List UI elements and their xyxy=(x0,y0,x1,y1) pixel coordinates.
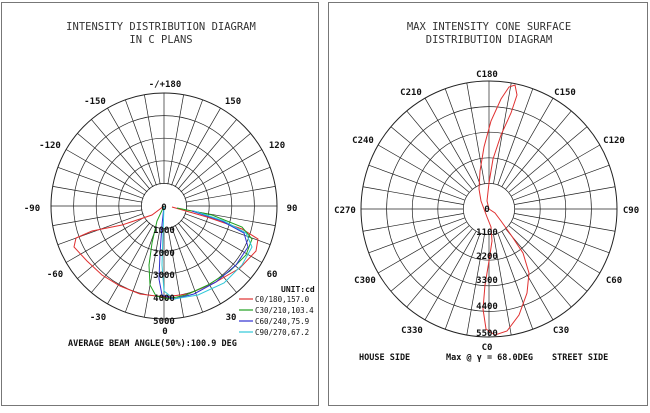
legend-item-c0: C0/180,157.0 xyxy=(255,295,310,304)
left-grid-spoke xyxy=(91,119,149,189)
legend-item-c60: C60/240,75.9 xyxy=(255,317,310,326)
left-grid-spoke xyxy=(144,95,160,185)
radial-label-2000: 2000 xyxy=(153,249,175,259)
right-grid-spoke xyxy=(369,218,465,253)
right-grid-spoke xyxy=(363,187,463,205)
angle-label-m90: -90 xyxy=(23,204,41,214)
left-grid-spoke xyxy=(175,108,221,187)
right-title-line1: MAX INTENSITY CONE SURFACE xyxy=(406,21,572,33)
left-title-line1: INTENSITY DISTRIBUTION DIAGRAM xyxy=(66,21,256,33)
right-grid-spoke xyxy=(515,214,615,232)
left-grid-spoke xyxy=(181,220,251,278)
left-grid-spoke xyxy=(172,227,203,313)
right-grid-spoke xyxy=(498,233,533,329)
left-grid-spoke xyxy=(183,217,262,263)
radial-label-3000: 3000 xyxy=(153,271,175,281)
left-grid-spoke xyxy=(108,225,154,304)
left-grid-spoke xyxy=(53,186,143,202)
angle-label-p60: 60 xyxy=(266,270,278,280)
left-grid-spoke xyxy=(125,227,156,313)
angle-label-0: 0 xyxy=(162,327,168,337)
center-label: 0 xyxy=(161,203,167,213)
legend-item-c30: C30/210,103.4 xyxy=(255,306,314,315)
left-grid-spoke xyxy=(181,133,251,191)
intensity-distribution-diagram xyxy=(2,3,320,407)
cone-surface-panel xyxy=(328,2,648,406)
right-grid-spoke xyxy=(498,89,533,185)
intensity-distribution-panel xyxy=(1,2,319,406)
left-grid-spoke xyxy=(185,167,271,198)
left-grid-spoke xyxy=(183,150,262,196)
center-label: 0 xyxy=(484,205,490,215)
right-grid-spoke xyxy=(445,233,480,329)
max-gamma-label: Max @ γ = 68.0DEG xyxy=(446,353,533,363)
angle-label-c300: C300 xyxy=(354,276,376,286)
cone-surface-diagram xyxy=(329,3,649,407)
left-grid-spoke xyxy=(125,100,156,186)
left-grid-spoke xyxy=(108,108,154,187)
radial-label-2200: 2200 xyxy=(476,252,498,262)
left-grid-spoke xyxy=(77,133,147,191)
right-grid-spoke xyxy=(515,187,615,205)
angle-label-m120: -120 xyxy=(39,141,61,151)
left-grid-spoke xyxy=(168,95,184,185)
angle-label-c90: C90 xyxy=(622,206,640,216)
unit-label: UNIT:cd xyxy=(281,285,315,294)
angle-label-c120: C120 xyxy=(603,136,625,146)
left-title-line2: IN C PLANS xyxy=(129,34,193,46)
angle-label-p90: 90 xyxy=(286,204,298,214)
left-grid-spoke xyxy=(66,150,145,196)
angle-label-m150: -150 xyxy=(84,97,106,107)
angle-label-m30: -30 xyxy=(89,313,107,323)
left-grid-spoke xyxy=(172,100,203,186)
angle-label-c150: C150 xyxy=(554,88,576,98)
radial-label-1100: 1100 xyxy=(476,228,498,238)
angle-label-c210: C210 xyxy=(400,88,422,98)
angle-label-c0: C0 xyxy=(481,343,493,353)
legend xyxy=(239,295,314,337)
left-grid-spoke xyxy=(66,217,145,263)
left-grid-spoke xyxy=(178,223,236,293)
angle-label-c60: C60 xyxy=(605,276,623,286)
angle-label-c180: C180 xyxy=(476,70,498,80)
left-grid-spoke xyxy=(186,186,276,202)
right-grid-spoke xyxy=(513,218,609,253)
angle-label-p30: 30 xyxy=(225,313,237,323)
angle-label-m60: -60 xyxy=(46,270,64,280)
angle-label-c240: C240 xyxy=(352,136,374,146)
right-grid-spoke xyxy=(363,214,463,232)
left-grid-spoke xyxy=(91,223,149,293)
radial-label-5500: 5500 xyxy=(476,329,498,339)
beam-angle-footer: AVERAGE BEAM ANGLE(50%):100.9 DEG xyxy=(68,339,237,349)
radial-label-5000: 5000 xyxy=(153,317,175,327)
right-grid-spoke xyxy=(513,165,609,200)
angle-label-180: -/+180 xyxy=(148,80,182,90)
right-grid-spoke xyxy=(467,83,485,183)
radial-label-4400: 4400 xyxy=(476,302,498,312)
angle-label-c30: C30 xyxy=(552,326,570,336)
left-grid-spoke xyxy=(58,167,144,198)
angle-label-p120: 120 xyxy=(268,141,286,151)
right-grid-spoke xyxy=(445,89,480,185)
radial-label-3300: 3300 xyxy=(476,276,498,286)
radial-label-1000: 1000 xyxy=(153,226,175,236)
angle-label-c330: C330 xyxy=(401,326,423,336)
left-grid-spoke xyxy=(77,220,147,278)
angle-label-p150: 150 xyxy=(224,97,242,107)
left-grid-spoke xyxy=(53,210,143,226)
legend-item-c90: C90/270,67.2 xyxy=(255,328,310,337)
street-side-label: STREET SIDE xyxy=(552,353,609,363)
right-title-line2: DISTRIBUTION DIAGRAM xyxy=(425,34,553,46)
right-grid-spoke xyxy=(369,165,465,200)
left-grid-spoke xyxy=(178,119,236,189)
angle-label-c270: C270 xyxy=(334,206,356,216)
house-side-label: HOUSE SIDE xyxy=(359,353,411,363)
radial-label-4000: 4000 xyxy=(153,294,175,304)
